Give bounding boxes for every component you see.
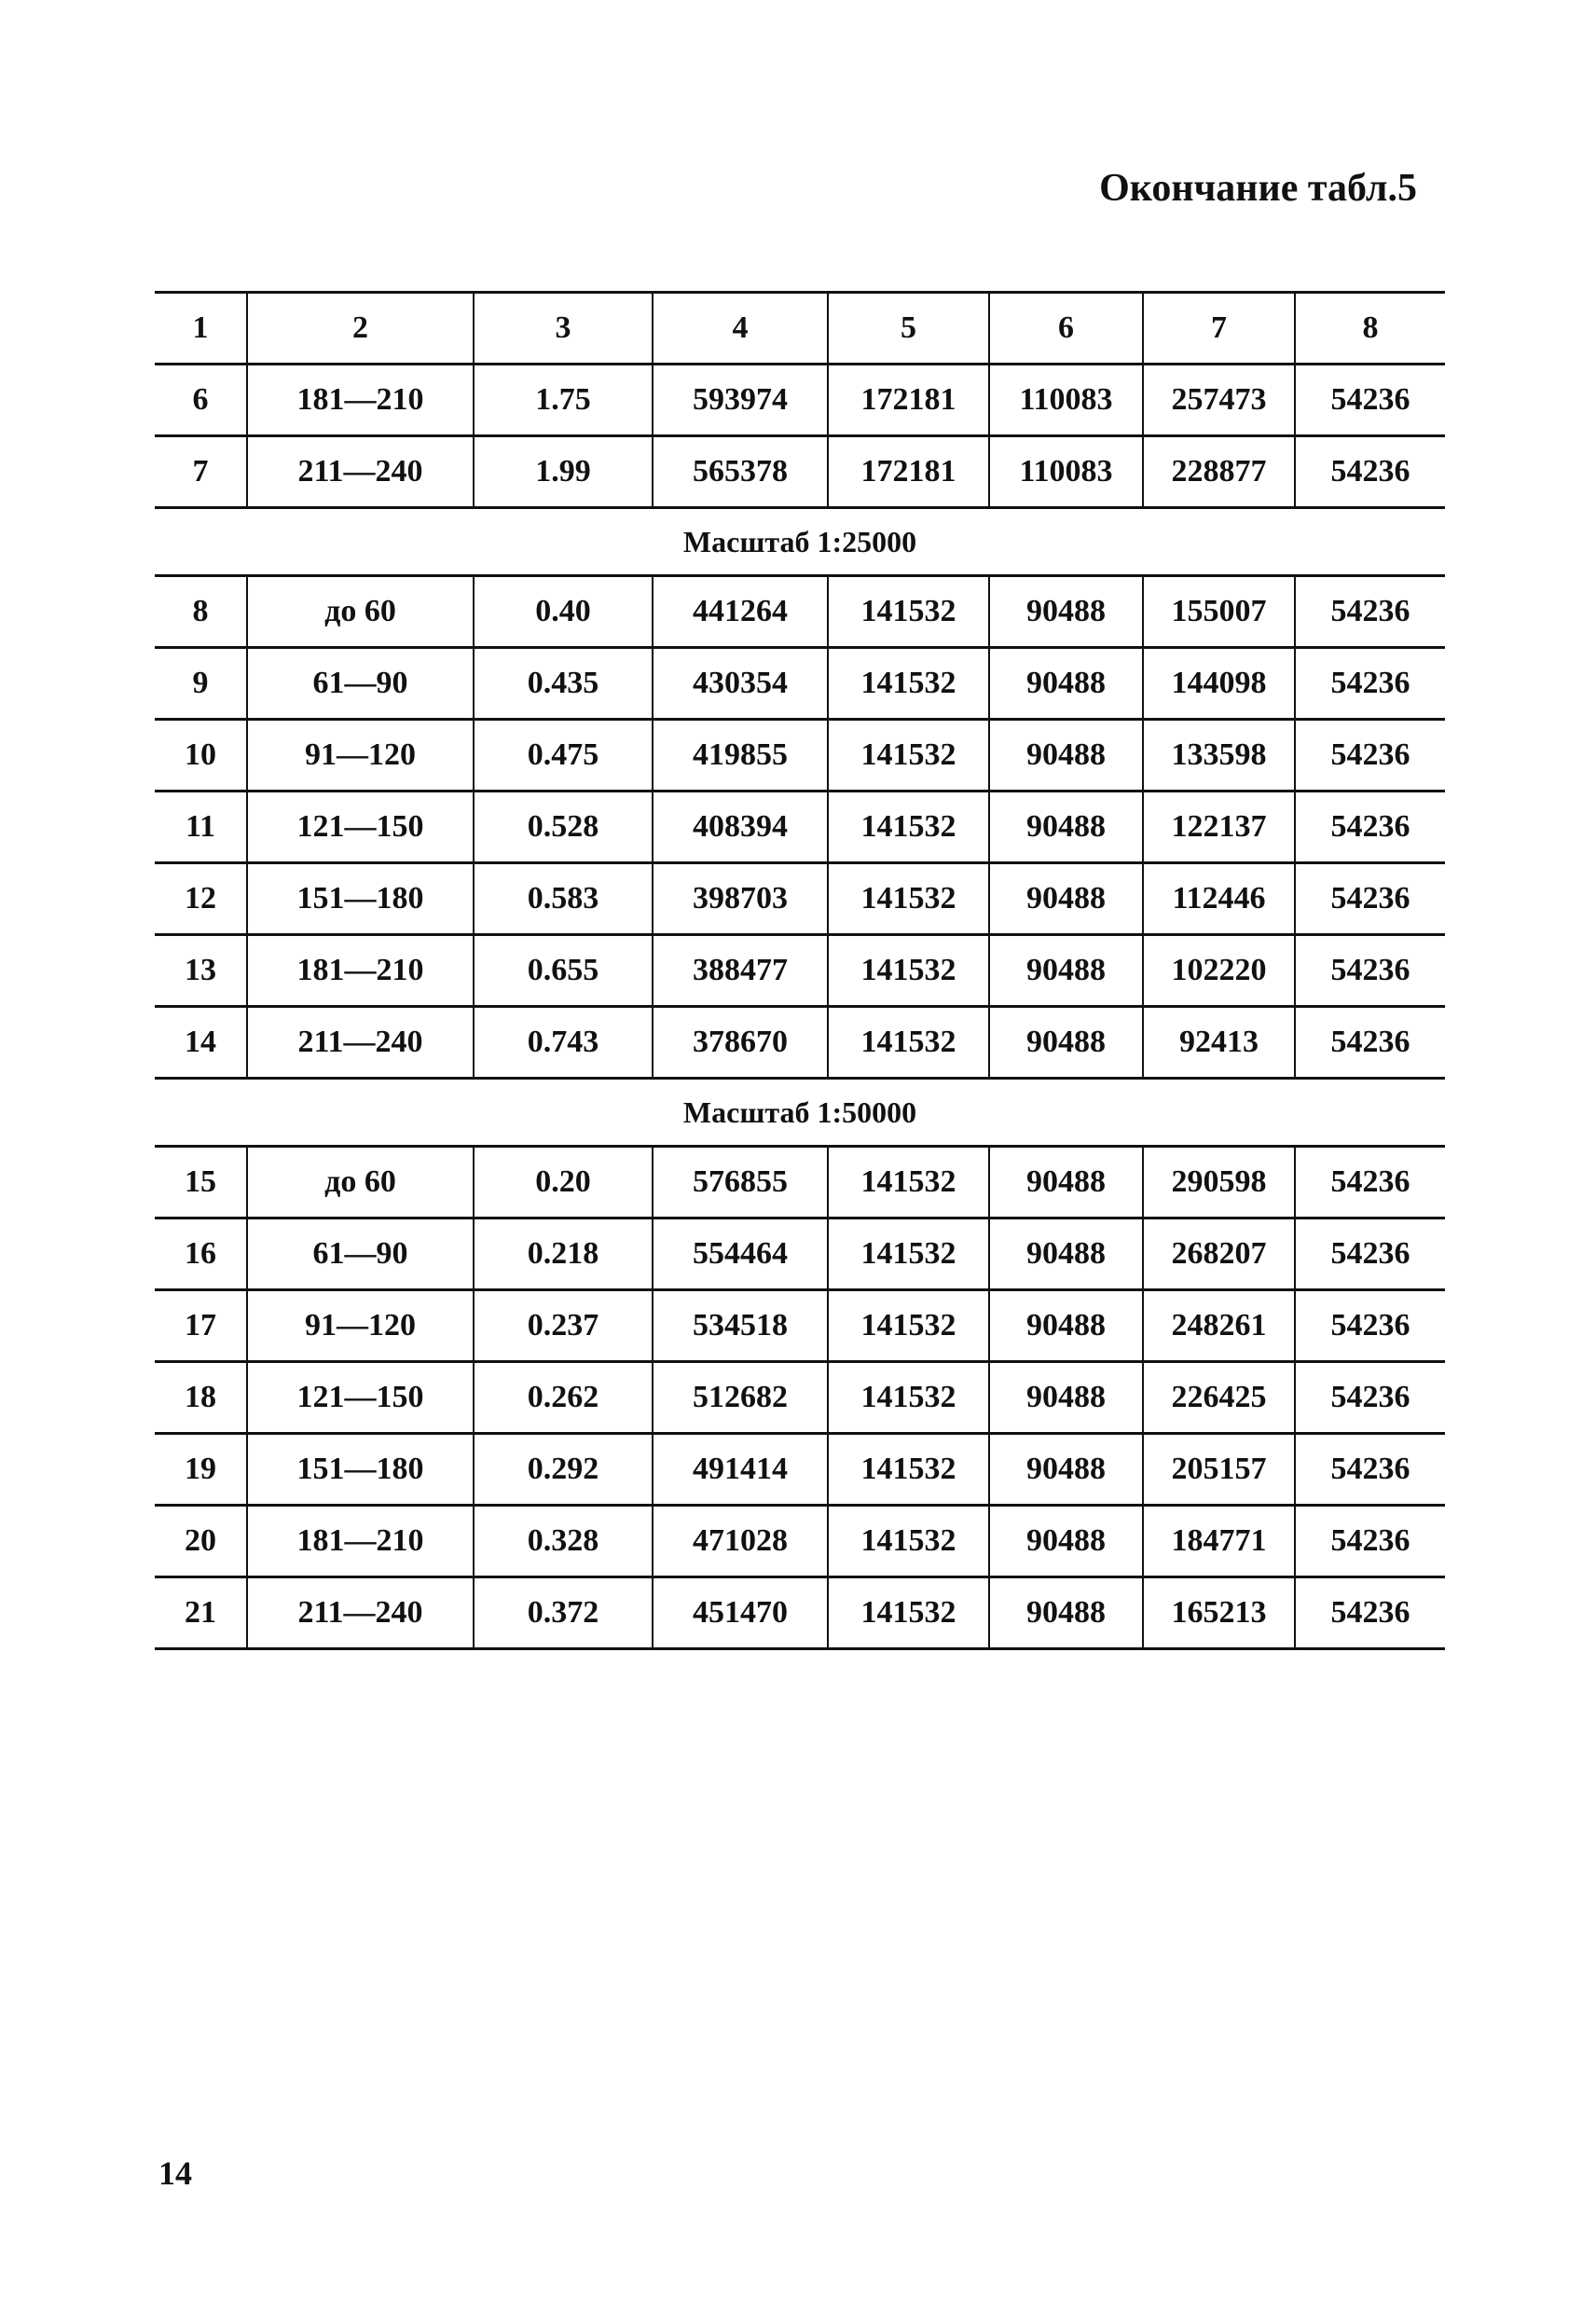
table-cell: 534518: [653, 1290, 828, 1362]
table-cell: 141532: [828, 1147, 989, 1218]
table-cell: 54236: [1295, 648, 1445, 720]
table-row: [155, 720, 1445, 792]
table-cell: 14: [155, 1007, 247, 1079]
table-cell: 141532: [828, 576, 989, 648]
table-cell: 211—240: [247, 1007, 474, 1079]
table-cell: 155007: [1143, 576, 1295, 648]
table-cell: 54236: [1295, 935, 1445, 1007]
section-title: Масштаб 1:50000: [155, 1079, 1445, 1147]
table-row: [155, 648, 1445, 720]
table-cell: 90488: [989, 1577, 1143, 1649]
table-cell: 181—210: [247, 365, 474, 436]
table-cell: 6: [155, 365, 247, 436]
column-header: 6: [989, 293, 1143, 365]
table-cell: 228877: [1143, 436, 1295, 508]
table-cell: 54236: [1295, 1362, 1445, 1434]
table-cell: 54236: [1295, 576, 1445, 648]
table-cell: 451470: [653, 1577, 828, 1649]
table-cell: 0.435: [474, 648, 653, 720]
table-header: [155, 293, 1445, 365]
table-cell: 141532: [828, 1434, 989, 1506]
table-cell: 0.20: [474, 1147, 653, 1218]
section-title: Масштаб 1:25000: [155, 508, 1445, 576]
table-cell: 0.262: [474, 1362, 653, 1434]
table-cell: 184771: [1143, 1506, 1295, 1577]
table-cell: 92413: [1143, 1007, 1295, 1079]
table-cell: 290598: [1143, 1147, 1295, 1218]
table-cell: 10: [155, 720, 247, 792]
table-cell: 257473: [1143, 365, 1295, 436]
table-cell: 141532: [828, 648, 989, 720]
table-row: [155, 1147, 1445, 1218]
table-row: [155, 1362, 1445, 1434]
table-cell: 17: [155, 1290, 247, 1362]
table-cell: 0.583: [474, 863, 653, 935]
table-row: [155, 1290, 1445, 1362]
table-row: [155, 1434, 1445, 1506]
column-header: 4: [653, 293, 828, 365]
table-cell: 90488: [989, 1218, 1143, 1290]
table-cell: 7: [155, 436, 247, 508]
table-cell: 54236: [1295, 1506, 1445, 1577]
table-cell: 408394: [653, 792, 828, 863]
table-cell: 141532: [828, 1506, 989, 1577]
table-cell: 110083: [989, 365, 1143, 436]
table-cell: до 60: [247, 1147, 474, 1218]
table-row: [155, 1506, 1445, 1577]
table-cell: 90488: [989, 1147, 1143, 1218]
table-cell: 0.475: [474, 720, 653, 792]
table-cell: 151—180: [247, 1434, 474, 1506]
table-cell: 112446: [1143, 863, 1295, 935]
section-row: [155, 508, 1445, 576]
table-cell: 144098: [1143, 648, 1295, 720]
table-cell: 151—180: [247, 863, 474, 935]
table-cell: 9: [155, 648, 247, 720]
table-cell: 398703: [653, 863, 828, 935]
table-cell: 90488: [989, 720, 1143, 792]
table-cell: 141532: [828, 720, 989, 792]
table-cell: 21: [155, 1577, 247, 1649]
table-cell: 512682: [653, 1362, 828, 1434]
data-table: [155, 291, 1445, 1650]
table-cell: 388477: [653, 935, 828, 1007]
table-cell: 90488: [989, 648, 1143, 720]
table-cell: 54236: [1295, 720, 1445, 792]
table-cell: 61—90: [247, 1218, 474, 1290]
table-row: [155, 436, 1445, 508]
table-cell: 54236: [1295, 365, 1445, 436]
table-cell: 141532: [828, 1362, 989, 1434]
column-header: 7: [1143, 293, 1295, 365]
table-row: [155, 1007, 1445, 1079]
section-row: [155, 1079, 1445, 1147]
table-cell: 181—210: [247, 1506, 474, 1577]
table-cell: 121—150: [247, 792, 474, 863]
table-cell: 0.292: [474, 1434, 653, 1506]
table-cell: 430354: [653, 648, 828, 720]
table-cell: 181—210: [247, 935, 474, 1007]
table-cell: 90488: [989, 935, 1143, 1007]
table-cell: 165213: [1143, 1577, 1295, 1649]
table-cell: 18: [155, 1362, 247, 1434]
table-cell: 565378: [653, 436, 828, 508]
table-cell: 576855: [653, 1147, 828, 1218]
table-cell: 91—120: [247, 1290, 474, 1362]
table-cell: до 60: [247, 576, 474, 648]
table-cell: 54236: [1295, 1218, 1445, 1290]
table-cell: 102220: [1143, 935, 1295, 1007]
table-cell: 90488: [989, 792, 1143, 863]
table-cell: 226425: [1143, 1362, 1295, 1434]
table-cell: 441264: [653, 576, 828, 648]
table-cell: 90488: [989, 1290, 1143, 1362]
table-cell: 141532: [828, 792, 989, 863]
table-cell: 141532: [828, 1577, 989, 1649]
column-header: 5: [828, 293, 989, 365]
table-cell: 172181: [828, 365, 989, 436]
table-cell: 1.99: [474, 436, 653, 508]
table-cell: 54236: [1295, 1147, 1445, 1218]
table-cell: 0.372: [474, 1577, 653, 1649]
page-number: 14: [158, 2155, 192, 2192]
table-cell: 0.328: [474, 1506, 653, 1577]
table-cell: 91—120: [247, 720, 474, 792]
table-cell: 19: [155, 1434, 247, 1506]
header-row: [155, 293, 1445, 365]
column-header: 3: [474, 293, 653, 365]
table-cell: 54236: [1295, 863, 1445, 935]
table-cell: 12: [155, 863, 247, 935]
column-header: 2: [247, 293, 474, 365]
table-cell: 90488: [989, 1362, 1143, 1434]
table-cell: 54236: [1295, 1434, 1445, 1506]
table-cell: 122137: [1143, 792, 1295, 863]
table-cell: 13: [155, 935, 247, 1007]
column-header: 8: [1295, 293, 1445, 365]
table-cell: 211—240: [247, 1577, 474, 1649]
table-cell: 0.237: [474, 1290, 653, 1362]
table-cell: 15: [155, 1147, 247, 1218]
table-cell: 61—90: [247, 648, 474, 720]
table-cell: 54236: [1295, 1290, 1445, 1362]
table-cell: 11: [155, 792, 247, 863]
table-cell: 0.218: [474, 1218, 653, 1290]
table-cell: 491414: [653, 1434, 828, 1506]
table-cell: 268207: [1143, 1218, 1295, 1290]
table-row: [155, 576, 1445, 648]
table-cell: 141532: [828, 1218, 989, 1290]
table-row: [155, 935, 1445, 1007]
table-cell: 1.75: [474, 365, 653, 436]
table-cell: 378670: [653, 1007, 828, 1079]
table-cell: 205157: [1143, 1434, 1295, 1506]
table-cell: 141532: [828, 1007, 989, 1079]
table-cell: 471028: [653, 1506, 828, 1577]
table-cell: 121—150: [247, 1362, 474, 1434]
table-cell: 90488: [989, 863, 1143, 935]
table-cell: 172181: [828, 436, 989, 508]
table-cell: 211—240: [247, 436, 474, 508]
table-cell: 54236: [1295, 792, 1445, 863]
table-cell: 419855: [653, 720, 828, 792]
table-cell: 110083: [989, 436, 1143, 508]
table-cell: 0.528: [474, 792, 653, 863]
table-cell: 133598: [1143, 720, 1295, 792]
table-row: [155, 365, 1445, 436]
table-cell: 20: [155, 1506, 247, 1577]
table-row: [155, 863, 1445, 935]
table-row: [155, 792, 1445, 863]
table-cell: 0.655: [474, 935, 653, 1007]
table-cell: 90488: [989, 576, 1143, 648]
table-cell: 0.743: [474, 1007, 653, 1079]
column-header: 1: [155, 293, 247, 365]
table-body: [155, 365, 1445, 1649]
table-cell: 554464: [653, 1218, 828, 1290]
table-cell: 141532: [828, 935, 989, 1007]
table-cell: 54236: [1295, 1007, 1445, 1079]
table-cell: 141532: [828, 1290, 989, 1362]
table-cell: 16: [155, 1218, 247, 1290]
table-caption: Окончание табл.5: [1099, 167, 1417, 210]
table-cell: 593974: [653, 365, 828, 436]
table-cell: 141532: [828, 863, 989, 935]
table-cell: 90488: [989, 1506, 1143, 1577]
table-cell: 90488: [989, 1007, 1143, 1079]
table-row: [155, 1577, 1445, 1649]
table-cell: 0.40: [474, 576, 653, 648]
table-cell: 54236: [1295, 1577, 1445, 1649]
table-cell: 248261: [1143, 1290, 1295, 1362]
table-cell: 8: [155, 576, 247, 648]
table-cell: 54236: [1295, 436, 1445, 508]
table-row: [155, 1218, 1445, 1290]
table-cell: 90488: [989, 1434, 1143, 1506]
